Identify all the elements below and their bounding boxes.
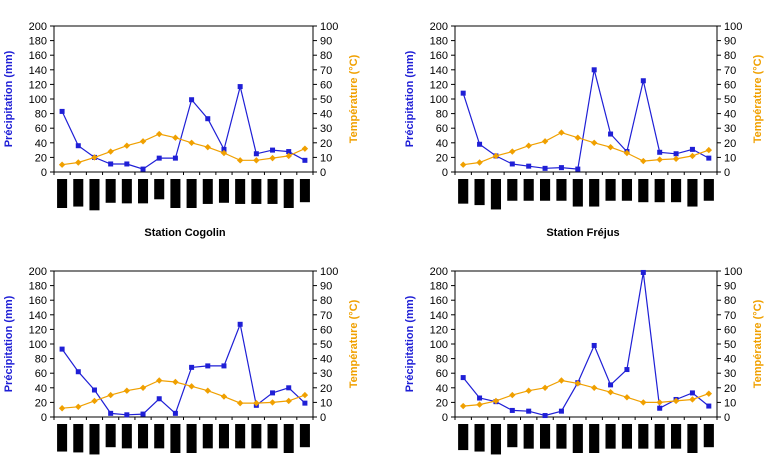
marker-bar: [235, 179, 245, 204]
precip-point: [592, 343, 597, 348]
precip-point: [559, 165, 564, 170]
right-tick-label: 70: [320, 309, 333, 322]
precip-point: [60, 347, 65, 352]
right-tick-label: 100: [724, 21, 743, 33]
temp-point: [205, 144, 211, 150]
right-tick-label: 0: [320, 167, 327, 179]
marker-bar: [638, 179, 648, 202]
precip-point: [238, 322, 243, 327]
precip-point: [173, 156, 178, 161]
marker-bar: [138, 424, 148, 448]
precip-point: [238, 84, 243, 89]
marker-bar: [251, 179, 261, 204]
precip-point: [270, 390, 275, 395]
left-tick-label: 40: [435, 137, 448, 150]
precip-point: [690, 390, 695, 395]
precip-point: [526, 164, 531, 169]
temp-point: [689, 153, 695, 159]
precip-point: [141, 412, 146, 417]
right-tick-label: 80: [320, 50, 333, 63]
precip-series-line: [62, 324, 305, 415]
marker-bar: [187, 179, 197, 208]
marker-bar: [605, 424, 615, 449]
marker-bar: [507, 424, 517, 447]
marker-bar: [268, 424, 278, 448]
marker-bar: [474, 424, 484, 452]
left-tick-label: 200: [429, 21, 448, 33]
marker-bar: [57, 424, 67, 452]
precip-point: [189, 365, 194, 370]
temp-point: [509, 148, 515, 154]
marker-bar: [622, 424, 632, 449]
left-tick-label: 60: [34, 368, 47, 381]
temp-point: [591, 140, 597, 146]
marker-bar: [284, 179, 294, 208]
precip-point: [624, 367, 629, 372]
temp-point: [269, 155, 275, 161]
temp-point: [237, 400, 243, 406]
precip-point: [173, 411, 178, 416]
temp-point: [706, 147, 712, 153]
left-tick-label: 160: [28, 295, 47, 308]
left-tick-label: 40: [34, 382, 47, 395]
marker-bar: [671, 179, 681, 202]
precip-point: [60, 109, 65, 114]
precip-point: [286, 385, 291, 390]
marker-bar: [687, 424, 697, 453]
temp-point: [673, 156, 679, 162]
marker-bar: [687, 179, 697, 207]
left-tick-label: 180: [28, 280, 47, 293]
temp-point: [253, 157, 259, 163]
temp-point: [107, 392, 113, 398]
temp-point: [706, 390, 712, 396]
right-tick-label: 80: [724, 295, 737, 308]
y-right-axis-title: Température (°C): [752, 54, 764, 144]
temp-point: [542, 385, 548, 391]
temp-point: [140, 385, 146, 391]
marker-bar: [187, 424, 197, 453]
temp-point: [59, 405, 65, 411]
precip-point: [657, 150, 662, 155]
left-tick-label: 160: [429, 295, 448, 308]
right-tick-label: 50: [724, 94, 737, 106]
right-tick-label: 60: [320, 79, 333, 92]
left-tick-label: 160: [28, 50, 47, 63]
marker-bar: [284, 424, 294, 453]
right-tick-label: 40: [320, 353, 333, 366]
temp-series-line: [62, 381, 305, 409]
right-tick-label: 30: [320, 368, 333, 381]
right-tick-label: 20: [320, 382, 333, 395]
left-tick-label: 180: [28, 35, 47, 48]
right-tick-label: 30: [320, 123, 333, 136]
temp-point: [124, 143, 130, 149]
precip-point: [141, 167, 146, 172]
marker-bar: [556, 179, 566, 201]
left-tick-label: 160: [429, 50, 448, 63]
temp-point: [91, 398, 97, 404]
marker-bar: [154, 179, 164, 199]
precip-point: [205, 363, 210, 368]
right-tick-label: 90: [724, 35, 737, 48]
precip-point: [270, 148, 275, 153]
marker-bar: [89, 179, 99, 210]
marker-bar: [251, 424, 261, 448]
marker-bar: [704, 179, 714, 201]
temp-point: [460, 403, 466, 409]
marker-bar: [524, 424, 534, 449]
left-tick-label: 100: [429, 339, 448, 351]
temp-point: [156, 131, 162, 137]
left-tick-label: 200: [429, 266, 448, 278]
marker-bar: [540, 179, 550, 201]
left-tick-label: 140: [429, 309, 448, 322]
right-tick-label: 40: [724, 353, 737, 366]
temp-series-line: [463, 133, 709, 165]
temp-point: [476, 159, 482, 165]
temp-point: [476, 401, 482, 407]
right-tick-label: 40: [320, 108, 333, 121]
precip-point: [510, 161, 515, 166]
marker-bar: [122, 424, 132, 448]
temp-point: [140, 138, 146, 144]
left-tick-label: 80: [34, 108, 47, 121]
left-tick-label: 40: [435, 382, 448, 395]
left-tick-label: 120: [429, 79, 448, 92]
left-tick-label: 120: [28, 79, 47, 92]
temp-point: [525, 143, 531, 149]
left-tick-label: 0: [441, 167, 448, 179]
precip-series-line: [62, 87, 305, 170]
marker-bar: [671, 424, 681, 449]
left-tick-label: 180: [429, 35, 448, 48]
right-tick-label: 80: [320, 295, 333, 308]
marker-bar: [203, 424, 213, 448]
plot-frame: [455, 26, 717, 172]
marker-bar: [556, 424, 566, 449]
right-tick-label: 20: [724, 382, 737, 395]
left-tick-label: 20: [435, 397, 448, 410]
left-tick-label: 100: [28, 94, 47, 106]
temp-point: [689, 396, 695, 402]
temp-point: [269, 399, 275, 405]
marker-bar: [138, 179, 148, 203]
temp-point: [172, 134, 178, 140]
precip-point: [543, 166, 548, 171]
right-tick-label: 70: [724, 64, 737, 77]
station-label: Station Fréjus: [546, 227, 620, 239]
right-tick-label: 100: [724, 266, 743, 278]
left-tick-label: 60: [435, 368, 448, 381]
temp-point: [460, 162, 466, 168]
left-tick-label: 80: [435, 353, 448, 366]
right-tick-label: 10: [724, 152, 737, 165]
marker-bar: [170, 424, 180, 453]
right-tick-label: 0: [724, 412, 731, 424]
precip-point: [641, 78, 646, 83]
temp-point: [624, 394, 630, 400]
left-tick-label: 40: [34, 137, 47, 150]
temp-point: [188, 383, 194, 389]
temp-point: [59, 162, 65, 168]
marker-bar: [106, 424, 116, 447]
temp-point: [525, 388, 531, 394]
marker-bar: [622, 179, 632, 201]
precip-point: [92, 387, 97, 392]
precip-point: [477, 396, 482, 401]
right-tick-label: 40: [724, 108, 737, 121]
left-tick-label: 100: [429, 94, 448, 106]
left-tick-label: 20: [34, 397, 47, 410]
left-tick-label: 60: [435, 123, 448, 136]
left-tick-label: 0: [441, 412, 448, 424]
precip-point: [461, 375, 466, 380]
right-tick-label: 20: [724, 137, 737, 150]
marker-bar: [524, 179, 534, 201]
right-tick-label: 90: [320, 35, 333, 48]
right-tick-label: 10: [724, 397, 737, 410]
temp-point: [75, 159, 81, 165]
left-tick-label: 80: [34, 353, 47, 366]
precip-point: [690, 147, 695, 152]
left-tick-label: 20: [435, 152, 448, 165]
precip-point: [221, 363, 226, 368]
left-tick-label: 120: [429, 324, 448, 337]
temp-point: [542, 138, 548, 144]
temp-point: [286, 398, 292, 404]
right-tick-label: 50: [320, 339, 333, 351]
right-tick-label: 50: [320, 94, 333, 106]
temp-point: [302, 392, 308, 398]
marker-bar: [573, 179, 583, 207]
marker-bar: [655, 179, 665, 202]
precip-point: [641, 270, 646, 275]
marker-bar: [589, 424, 599, 453]
right-tick-label: 80: [724, 50, 737, 63]
marker-bar: [704, 424, 714, 447]
precip-point: [124, 412, 129, 417]
temp-series-line: [62, 134, 305, 165]
precip-point: [461, 91, 466, 96]
precip-point: [608, 132, 613, 137]
marker-bar: [300, 179, 310, 202]
marker-bar: [170, 179, 180, 208]
left-tick-label: 140: [28, 309, 47, 322]
marker-bar: [154, 424, 164, 448]
temp-point: [656, 156, 662, 162]
right-tick-label: 30: [724, 123, 737, 136]
right-tick-label: 60: [724, 79, 737, 92]
precip-point: [124, 161, 129, 166]
temp-point: [124, 388, 130, 394]
right-tick-label: 60: [724, 324, 737, 337]
marker-bar: [235, 424, 245, 448]
right-tick-label: 90: [724, 280, 737, 293]
temp-point: [509, 392, 515, 398]
marker-bar: [605, 179, 615, 201]
temp-point: [640, 399, 646, 405]
plot-frame: [455, 271, 717, 417]
temp-point: [188, 140, 194, 146]
right-tick-label: 60: [320, 324, 333, 337]
right-tick-label: 30: [724, 368, 737, 381]
left-tick-label: 140: [28, 64, 47, 77]
precip-point: [76, 369, 81, 374]
temp-point: [75, 404, 81, 410]
precip-point: [477, 142, 482, 147]
temp-point: [607, 144, 613, 150]
temp-point: [640, 158, 646, 164]
marker-bar: [540, 424, 550, 449]
y-left-axis-title: Précipitation (mm): [3, 295, 15, 393]
marker-bar: [589, 179, 599, 207]
y-left-axis-title: Précipitation (mm): [404, 295, 416, 393]
marker-bar: [57, 179, 67, 208]
marker-bar: [458, 179, 468, 204]
left-tick-label: 60: [34, 123, 47, 136]
marker-bar: [507, 179, 517, 201]
marker-bar: [106, 179, 116, 203]
marker-bar: [73, 179, 83, 207]
marker-bar: [573, 424, 583, 453]
y-right-axis-title: Température (°C): [752, 299, 764, 389]
marker-bar: [491, 179, 501, 209]
precip-point: [608, 382, 613, 387]
temp-point: [575, 134, 581, 140]
marker-bar: [89, 424, 99, 454]
marker-bar: [474, 179, 484, 205]
right-tick-label: 0: [724, 167, 731, 179]
precip-point: [657, 406, 662, 411]
precip-point: [543, 413, 548, 418]
station-label: Station Cogolin: [144, 227, 226, 239]
precip-point: [254, 151, 259, 156]
precip-point: [510, 408, 515, 413]
temp-point: [205, 388, 211, 394]
marker-bar: [491, 424, 501, 454]
temp-point: [656, 399, 662, 405]
right-tick-label: 10: [320, 397, 333, 410]
left-tick-label: 200: [28, 266, 47, 278]
precip-series-line: [463, 273, 709, 416]
right-tick-label: 100: [320, 21, 339, 33]
temp-point: [107, 148, 113, 154]
right-tick-label: 50: [724, 339, 737, 351]
right-tick-label: 10: [320, 152, 333, 165]
right-tick-label: 70: [320, 64, 333, 77]
precip-point: [302, 158, 307, 163]
temp-point: [558, 377, 564, 383]
precip-point: [559, 409, 564, 414]
right-tick-label: 0: [320, 412, 327, 424]
precip-point: [108, 411, 113, 416]
temp-point: [221, 393, 227, 399]
right-tick-label: 90: [320, 280, 333, 293]
left-tick-label: 80: [435, 108, 448, 121]
marker-bar: [203, 179, 213, 204]
precip-point: [189, 97, 194, 102]
marker-bar: [300, 424, 310, 447]
precip-point: [157, 396, 162, 401]
marker-bar: [122, 179, 132, 203]
precip-point: [592, 67, 597, 72]
precip-point: [108, 161, 113, 166]
marker-bar: [638, 424, 648, 449]
chart-panel-1: [3, 21, 360, 210]
temp-point: [237, 157, 243, 163]
chart-panel-4: [404, 266, 764, 454]
marker-bar: [655, 424, 665, 449]
y-left-axis-title: Précipitation (mm): [3, 50, 15, 148]
left-tick-label: 180: [429, 280, 448, 293]
y-left-axis-title: Précipitation (mm): [404, 50, 416, 148]
precip-point: [302, 401, 307, 406]
precip-point: [706, 156, 711, 161]
right-tick-label: 100: [320, 266, 339, 278]
temp-point: [607, 389, 613, 395]
marker-bar: [73, 424, 83, 452]
marker-bar: [458, 424, 468, 450]
left-tick-label: 20: [34, 152, 47, 165]
temp-point: [156, 377, 162, 383]
temp-point: [302, 145, 308, 151]
y-right-axis-title: Température (°C): [348, 299, 360, 389]
precip-point: [76, 143, 81, 148]
right-tick-label: 70: [724, 309, 737, 322]
marker-bar: [219, 179, 229, 203]
right-tick-label: 20: [320, 137, 333, 150]
precip-point: [157, 156, 162, 161]
marker-bar: [219, 424, 229, 448]
precip-point: [706, 404, 711, 409]
chart-panel-2: [144, 21, 764, 239]
left-tick-label: 0: [40, 167, 47, 179]
left-tick-label: 140: [429, 64, 448, 77]
left-tick-label: 0: [40, 412, 47, 424]
marker-bar: [268, 179, 278, 204]
precip-point: [205, 116, 210, 121]
precip-point: [674, 151, 679, 156]
precip-point: [575, 167, 580, 172]
precip-point: [526, 409, 531, 414]
chart-panel-3: [3, 227, 620, 454]
left-tick-label: 100: [28, 339, 47, 351]
left-tick-label: 200: [28, 21, 47, 33]
temp-point: [172, 379, 178, 385]
temp-point: [591, 385, 597, 391]
y-right-axis-title: Température (°C): [348, 54, 360, 144]
left-tick-label: 120: [28, 324, 47, 337]
temp-point: [558, 129, 564, 135]
